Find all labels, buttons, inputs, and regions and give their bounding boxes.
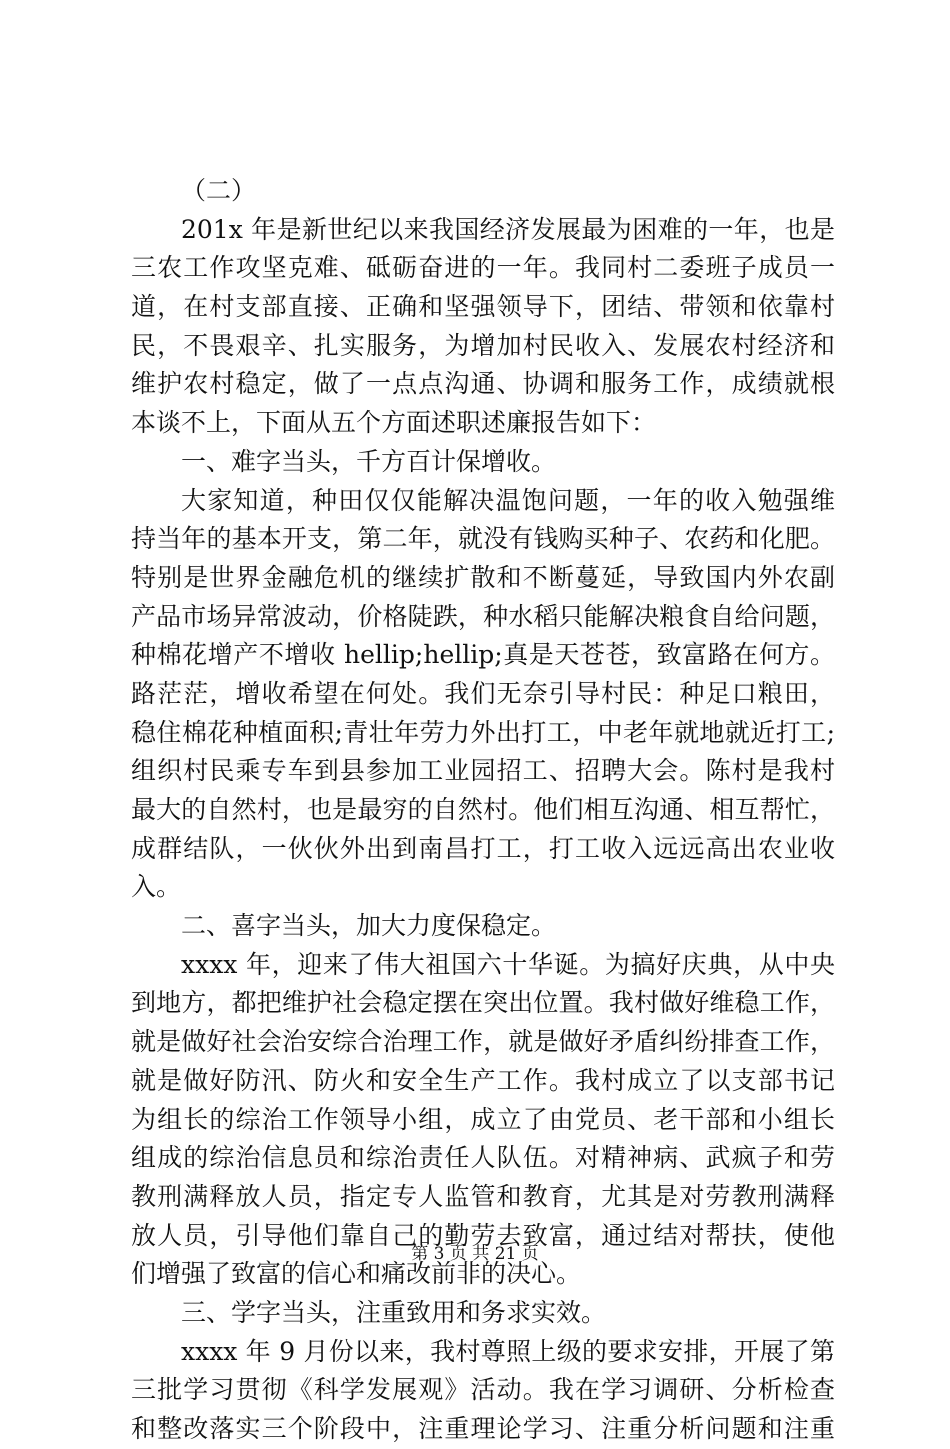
text-line: 到地方，都把维护社会稳定摆在突出位置。我村做好维稳工作， (131, 988, 835, 1018)
text-line: 放人员，引导他们靠自己的勤劳去致富，通过结对帮扶，使他 (131, 1220, 835, 1250)
text-line: xxxx 年 9 月份以来，我村尊照上级的要求安排，开展了第 (181, 1336, 835, 1366)
text-line: 成群结队，一伙伙外出到南昌打工，打工收入远远高出农业收 (131, 833, 835, 863)
text-line: 维护农村稳定，做了一点点沟通、协调和服务工作，成绩就根 (131, 369, 835, 399)
text-line: 教刑满释放人员，指定专人监管和教育，尤其是对劳教刑满释 (131, 1181, 835, 1211)
text-line: 民，不畏艰辛、扎实服务，为增加村民收入、发展农村经济和 (131, 330, 835, 360)
text-line: 组成的综治信息员和综治责任人队伍。对精神病、武疯子和劳 (131, 1143, 835, 1173)
text-line: 种棉花增产不增收 hellip;hellip;真是天苍苍，致富路在何方。 (131, 640, 835, 670)
text-line: 三农工作攻坚克难、砥砺奋进的一年。我同村二委班子成员一 (131, 253, 835, 283)
text-line: 入。 (131, 872, 182, 902)
text-line: 产品市场异常波动，价格陡跌，种水稻只能解决粮食自给问题， (131, 601, 835, 631)
text-line: 道，在村支部直接、正确和坚强领导下，团结、带领和依靠村 (131, 292, 835, 322)
text-line: 组织村民乘专车到县参加工业园招工、招聘大会。陈村是我村 (131, 756, 835, 786)
text-line: 稳住棉花种植面积;青壮年劳力外出打工，中老年就地就近打工; (131, 717, 835, 747)
text-line: 最大的自然村，也是最穷的自然村。他们相互沟通、相互帮忙， (131, 795, 835, 824)
text-line: 持当年的基本开支，第二年，就没有钱购买种子、农药和化肥。 (131, 524, 835, 554)
text-line: 大家知道，种田仅仅能解决温饱问题，一年的收入勉强维 (181, 485, 835, 515)
text-line: 为组长的综治工作领导小组，成立了由党员、老干部和小组长 (131, 1104, 835, 1134)
text-line: 本谈不上，下面从五个方面述职述廉报告如下： (131, 408, 657, 438)
page-footer: 第 3 页 共 21 页 (411, 1244, 539, 1264)
text-line: 一、难字当头，千方百计保增收。 (181, 446, 557, 476)
text-line: （二） (181, 176, 257, 205)
text-line: 特别是世界金融危机的继续扩散和不断蔓延，导致国内外农副 (131, 562, 835, 592)
text-line: 就是做好社会治安综合治理工作，就是做好矛盾纠纷排查工作， (131, 1027, 835, 1057)
text-line: xxxx 年，迎来了伟大祖国六十华诞。为搞好庆典，从中央 (181, 949, 835, 979)
text-line: 就是做好防汛、防火和安全生产工作。我村成立了以支部书记 (131, 1065, 835, 1095)
text-line: 路茫茫，增收希望在何处。我们无奈引导村民：种足口粮田， (131, 678, 835, 708)
text-line: 三、学字当头，注重致用和务求实效。 (181, 1297, 607, 1327)
text-line: 二、喜字当头，加大力度保稳定。 (181, 911, 557, 941)
text-line: 201x 年是新世纪以来我国经济发展最为困难的一年，也是 (181, 214, 835, 244)
text-line: 三批学习贯彻《科学发展观》活动。我在学习调研、分析检查 (131, 1375, 835, 1405)
text-line: 和整改落实三个阶段中，注重理论学习、注重分析问题和注重 (131, 1414, 835, 1443)
text-line: 们增强了致富的信心和痛改前非的决心。 (131, 1259, 582, 1289)
